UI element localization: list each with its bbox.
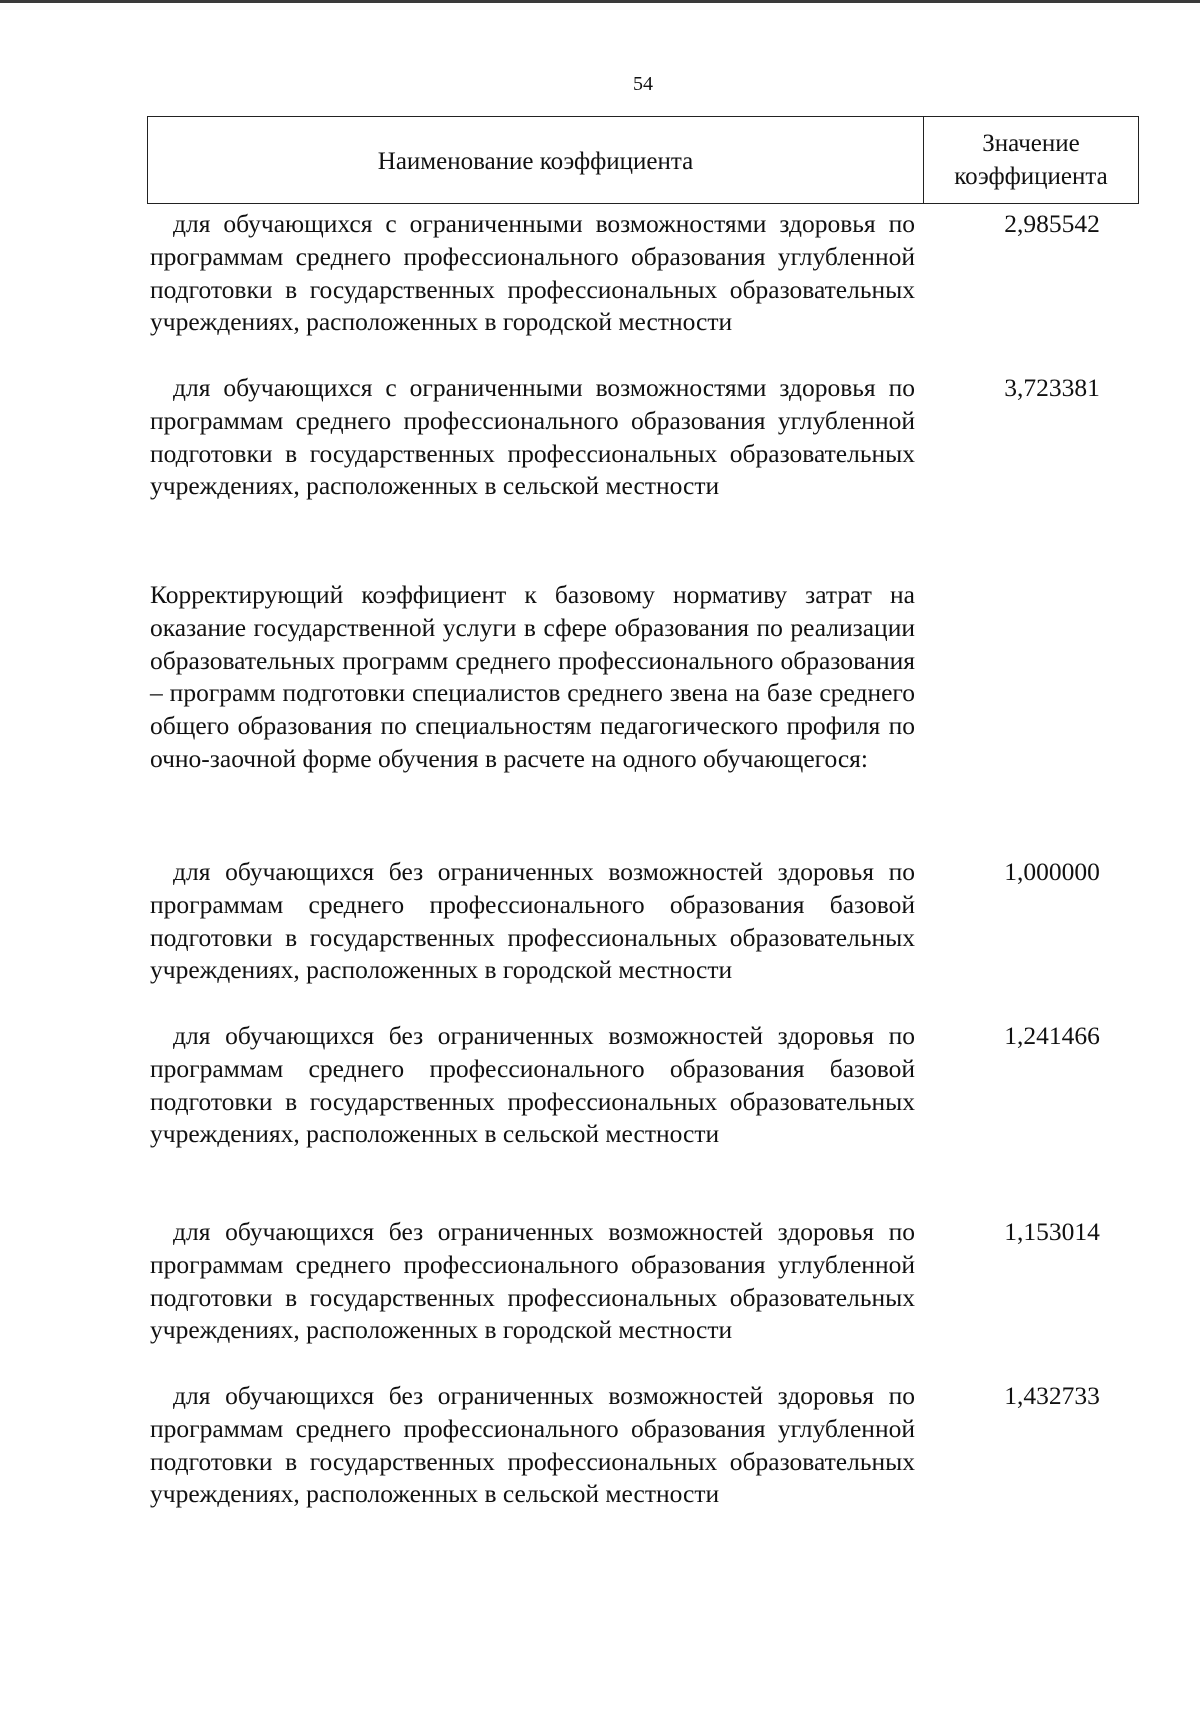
header-value-line1: Значение <box>982 130 1080 157</box>
coefficient-value: 1,000000 <box>1004 857 1100 886</box>
table-header <box>147 116 1139 204</box>
coefficient-name: для обучающихся без ограниченных возможностей здоровья по программам среднего профессионального образования углубленной подготовки в государственных профессиональных образовательных учреждениях, расположенных в сельской местности <box>150 1381 915 1509</box>
coefficient-name: для обучающихся без ограниченных возможностей здоровья по программам среднего профессионального образования углубленной подготовки в государственных профессиональных образовательных учреждениях, расположенных в городской местности <box>150 1217 915 1345</box>
header-name-column: Наименование коэффициента <box>148 117 924 203</box>
coefficient-name: для обучающихся с ограниченными возможностями здоровья по программам среднего профессионального образования углубленной подготовки в государственных профессиональных образовательных учреждениях, расположенных в сельской местности <box>150 373 915 501</box>
coefficient-value: 3,723381 <box>1004 373 1100 402</box>
coefficient-value: 1,432733 <box>1004 1381 1100 1410</box>
coefficient-name: для обучающихся с ограниченными возможностями здоровья по программам среднего профессионального образования углубленной подготовки в государственных профессиональных образовательных учреждениях, расположенных в городской местности <box>150 209 915 337</box>
section-heading: Корректирующий коэффициент к базовому нормативу затрат на оказание государственной услуги в сфере образования по реализации образовательных программ среднего профессионального образования – программ подготовки специалистов среднего звена на базе среднего общего образования по специальностям педагогического профиля по очно-заочной форме обучения в расчете на одного обучающегося: <box>150 580 915 773</box>
coefficient-value: 1,153014 <box>1004 1217 1100 1246</box>
header-value-line2: коэффициента <box>954 163 1108 190</box>
coefficient-name: для обучающихся без ограниченных возможностей здоровья по программам среднего профессионального образования базовой подготовки в государственных профессиональных образовательных учреждениях, расположенных в городской местности <box>150 857 915 985</box>
header-value-column <box>924 117 1138 203</box>
coefficient-value: 2,985542 <box>1004 209 1100 238</box>
scan-edge-line <box>0 0 1200 3</box>
coefficient-value: 1,241466 <box>1004 1021 1100 1050</box>
page-number: 54 <box>633 73 653 95</box>
coefficient-name: для обучающихся без ограниченных возможностей здоровья по программам среднего профессионального образования базовой подготовки в государственных профессиональных образовательных учреждениях, расположенных в сельской местности <box>150 1021 915 1149</box>
